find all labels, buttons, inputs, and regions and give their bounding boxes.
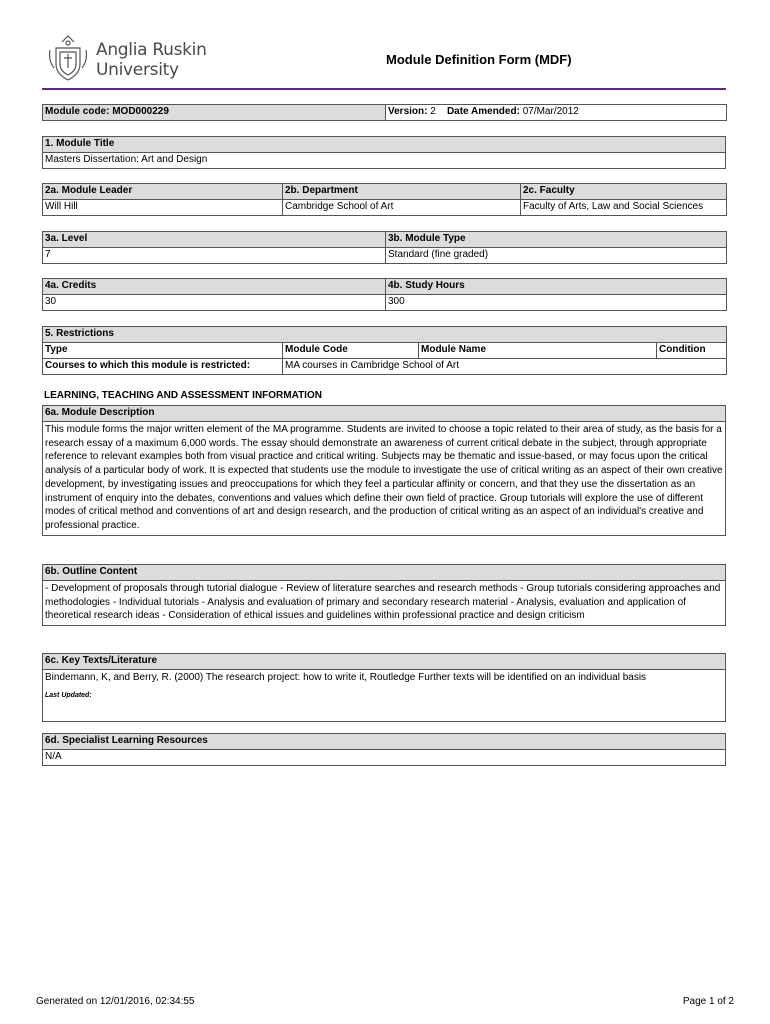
restrictions-col-condition: Condition	[657, 343, 727, 359]
outline-content-text: - Development of proposals through tutorial dialogue - Review of literature searches and research methods - Group tutorials considering approaches and methodologies - Individual tutorials - Analysis and evaluation of primary and secondary research material - Analysis, evaluation and application of theoretical research ideas - Consideration of ethical issues and guidelines within professional practice and design criticism	[43, 581, 726, 626]
page-number: Page 1 of 2	[682, 996, 734, 1007]
restrictions-table	[42, 326, 727, 375]
module-description-table	[42, 405, 726, 536]
restrictions-col-name: Module Name	[419, 343, 657, 359]
level-type-table	[42, 231, 727, 264]
module-type-label: 3b. Module Type	[386, 232, 727, 248]
module-code-cell: Module code: MOD000229	[43, 105, 386, 121]
restrictions-label: 5. Restrictions	[43, 327, 727, 343]
last-updated-label: Last Updated:	[45, 691, 92, 699]
key-texts-text: Bindemann, K, and Berry, R. (2000) The research project: how to write it, Routledge Further texts will be identified on an individual basis	[45, 672, 647, 683]
generated-timestamp: Generated on 12/01/2016, 02:34:55	[36, 996, 195, 1007]
form-title: Module Definition Form (MDF)	[386, 52, 572, 67]
module-title-label: 1. Module Title	[43, 137, 726, 153]
restrictions-col-code: Module Code	[283, 343, 419, 359]
module-title-table	[42, 136, 726, 169]
module-type-value: Standard (fine graded)	[386, 248, 727, 264]
outline-content-table	[42, 564, 726, 626]
restrictions-row-type: Courses to which this module is restricted:	[43, 359, 283, 375]
module-leader-value: Will Hill	[43, 200, 283, 216]
outline-content-label: 6b. Outline Content	[43, 565, 726, 581]
learning-resources-value: N/A	[43, 750, 726, 766]
module-meta-table	[42, 104, 727, 121]
credits-value: 30	[43, 295, 386, 311]
version-value: 2	[430, 106, 436, 117]
module-description-text: This module forms the major written element of the MA programme. Students are invited to choose a topic related to their area of study, as the basis for a research essay of a maximum 6,000 words. The essay should demonstrate an awareness of current critical debate in the subject, through appropriate reference to relevant examples both from visual practice and critical writing. Subjects may be thematic and issue-based, or may focus upon the critical analysis of a particular body of work. It is expected that students use the module to investigate the use of critical writing as an aspect of their own creative development, by investigating issues and preoccupations for which they feel a particular affinity or concern, and that they use the dissertation as an instrument of enquiry into the debates, conventions and values which define their own field of practice. Group tutorials will explore the use of different modes of critical method and conventions of art and design research, and the production of critical writing as an aspect of an individual's creative and professional practice.	[43, 422, 726, 536]
credits-hours-table	[42, 278, 727, 311]
learning-resources-table	[42, 733, 726, 766]
date-amended-value: 07/Mar/2012	[522, 106, 579, 117]
study-hours-label: 4b. Study Hours	[386, 279, 727, 295]
faculty-value: Faculty of Arts, Law and Social Sciences	[521, 200, 727, 216]
module-leader-label: 2a. Module Leader	[43, 184, 283, 200]
restrictions-col-type: Type	[43, 343, 283, 359]
restrictions-row-code: MA courses in Cambridge School of Art	[283, 359, 727, 375]
module-description-label: 6a. Module Description	[43, 406, 726, 422]
learning-resources-label: 6d. Specialist Learning Resources	[43, 734, 726, 750]
version-date-cell	[386, 105, 727, 121]
department-label: 2b. Department	[283, 184, 521, 200]
leader-department-faculty-table	[42, 183, 727, 216]
key-texts-cell	[43, 670, 726, 722]
lta-section-heading: LEARNING, TEACHING AND ASSESSMENT INFORMATION	[44, 390, 322, 401]
level-label: 3a. Level	[43, 232, 386, 248]
module-title-value: Masters Dissertation: Art and Design	[43, 153, 726, 169]
faculty-label: 2c. Faculty	[521, 184, 727, 200]
study-hours-value: 300	[386, 295, 727, 311]
key-texts-label: 6c. Key Texts/Literature	[43, 654, 726, 670]
version-label: Version:	[388, 106, 428, 117]
department-value: Cambridge School of Art	[283, 200, 521, 216]
key-texts-table	[42, 653, 726, 722]
level-value: 7	[43, 248, 386, 264]
header-divider	[42, 88, 726, 90]
university-logo	[48, 34, 208, 82]
date-amended-label: Date Amended:	[446, 106, 520, 117]
crest-icon	[48, 34, 88, 82]
logo-text-line2: University	[96, 60, 179, 80]
credits-label: 4a. Credits	[43, 279, 386, 295]
logo-text-line1: Anglia Ruskin	[96, 40, 207, 60]
